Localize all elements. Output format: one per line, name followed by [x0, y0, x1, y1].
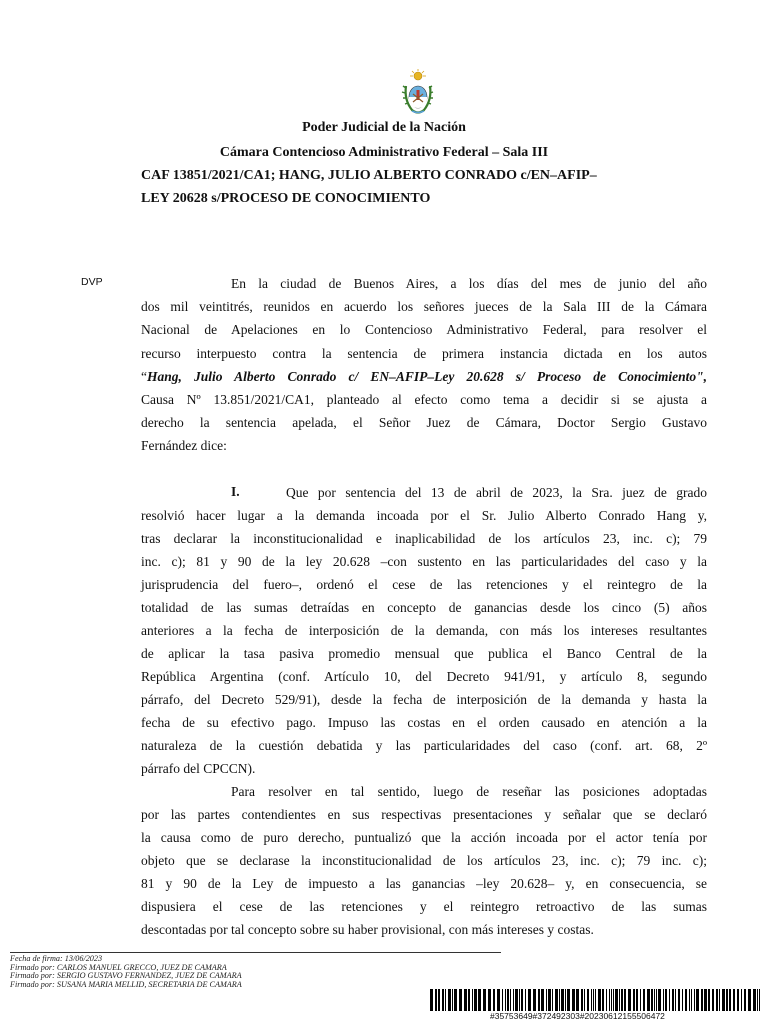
chamber-title: Cámara Contencioso Administrativo Federal – Sala III: [219, 145, 549, 160]
paragraph-line: naturaleza de la cuestión debatida y las particularidades del caso (conf. art. 68, 2º: [141, 738, 707, 753]
paragraph-line: descontadas por tal concepto sobre su haber provisional, con más intereses y costas.: [141, 922, 594, 937]
paragraph-line: párrafo del CPCCN).: [141, 761, 256, 776]
paragraph-line: recurso interpuesto contra la sentencia de primera instancia dictada en los autos: [141, 346, 707, 361]
paragraph-line: de aplicar la tasa pasiva promedio mensual que publica el Banco Central de la: [141, 646, 707, 661]
paragraph-line: Fernández dice:: [141, 438, 227, 453]
paragraph-line: 81 y 90 de la Ley de impuesto a las ganancias –ley 20.628– y, en consecuencia, se: [141, 876, 707, 891]
paragraph-line: anteriores a la fecha de interposición de la demanda, con más los intereses resultantes: [141, 623, 707, 638]
paragraph-line: [141, 368, 707, 385]
case-title-italic: Hang, Julio Alberto Conrado c/ EN–AFIP–Ley 20.628 s/ Proceso de Conocimiento",: [147, 369, 707, 384]
paragraph-line: dos mil veintitrés, reunidos en acuerdo los señores jueces de la Sala III de la Cámara: [141, 299, 707, 314]
paragraph-line: tras declarar la inconstitucionalidad e inaplicabilidad de los artículos 23, inc. c); 79: [141, 531, 707, 546]
signature-line: Firmado por: CARLOS MANUEL GRECCO, JUEZ DE CAMARA: [10, 962, 227, 972]
paragraph-line: República Argentina (conf. Artículo 10, del Decreto 941/91, y artículo 8, segundo: [141, 669, 707, 684]
paragraph-line: la causa como de puro derecho, puntualizó que la acción incoada por el actor tenía por: [141, 830, 707, 845]
barcode-number: #35753649#372492303#20230612155506472: [490, 1011, 665, 1021]
quote-open: “: [141, 369, 147, 384]
signature-line: Firmado por: SUSANA MARIA MELLID, SECRETARIA DE CAMARA: [10, 979, 242, 989]
case-caption-line-2: LEY 20628 s/PROCESO DE CONOCIMIENTO: [141, 191, 431, 206]
paragraph-line: derecho la sentencia apelada, el Señor Juez de Cámara, Doctor Sergio Gustavo: [141, 415, 707, 430]
signature-line: Firmado por: SERGIO GUSTAVO FERNANDEZ, JUEZ DE CAMARA: [10, 971, 242, 980]
paragraph-line: párrafo, del Decreto 529/91), desde la fecha de interposición de la demanda y hasta la: [141, 692, 707, 707]
paragraph-line: Para resolver en tal sentido, luego de reseñar las posiciones adoptadas: [231, 784, 707, 799]
paragraph-line: inc. c); 81 y 90 de la ley 20.628 –con sustento en las particularidades del caso y la: [141, 554, 707, 569]
paragraph-line: Causa Nº 13.851/2021/CA1, planteado al efecto como tema a decidir si se ajusta a: [141, 392, 707, 407]
paragraph-line: dispusiera el cese de las retenciones y el reintegro retroactivo de las sumas: [141, 899, 707, 914]
paragraph-line: Que por sentencia del 13 de abril de 2023, la Sra. juez de grado: [286, 485, 707, 500]
paragraph-line: objeto que se declarase la inconstitucionalidad de los artículos 23, inc. c); 79 inc. c);: [141, 853, 707, 868]
paragraph-line: resolvió hacer lugar a la demanda incoada por el Sr. Julio Alberto Conrado Hang y,: [141, 508, 707, 523]
paragraph-line: fecha de su efectivo pago. Impuso las costas en el orden causado en atención a la: [141, 715, 707, 730]
signature-divider: [10, 952, 501, 953]
paragraph-line: Nacional de Apelaciones en lo Contencioso Administrativo Federal, para resolver el: [141, 322, 707, 337]
clerk-initials: DVP: [81, 276, 103, 288]
paragraph-line: En la ciudad de Buenos Aires, a los días del mes de junio del año: [231, 276, 707, 291]
institution-title: Poder Judicial de la Nación: [302, 120, 466, 135]
section-number: I.: [231, 484, 240, 499]
signature-date: Fecha de firma: 13/06/2023: [10, 954, 103, 963]
document-barcode: [430, 989, 760, 1011]
paragraph-line: jurisprudencia del fuero–, ordenó el cese de las retenciones y el reintegro de la: [141, 577, 707, 592]
case-caption-line-1: CAF 13851/2021/CA1; HANG, JULIO ALBERTO CONRADO c/EN–AFIP–: [141, 168, 597, 183]
paragraph-line: totalidad de las sumas detraídas en concepto de ganancias desde los cinco (5) años: [141, 600, 707, 615]
paragraph-line: por las partes contendientes en sus respectivas presentaciones y señalar que se declaró: [141, 807, 707, 822]
argentine-coat-of-arms-icon: [398, 68, 438, 118]
